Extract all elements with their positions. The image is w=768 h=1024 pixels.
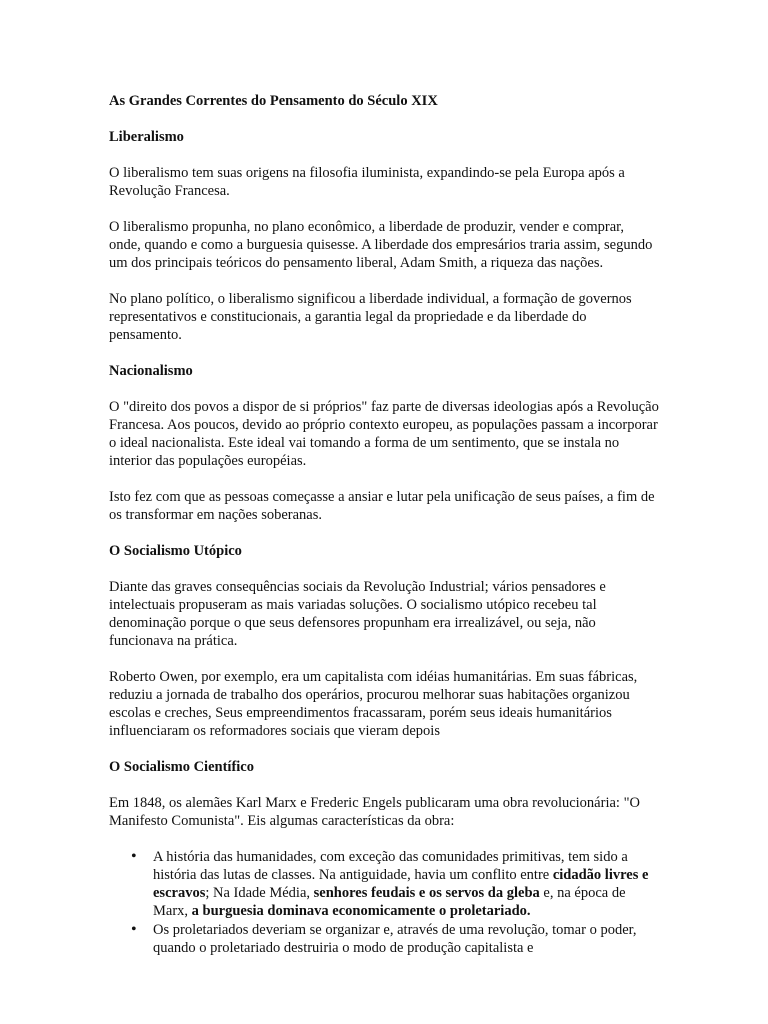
paragraph: Diante das graves consequências sociais da Revolução Industrial; vários pensadores e intelectuais propuseram as mais variadas soluções. O socialismo utópico recebeu tal denominação porque o que seus defensores propunham era irrealizável, ou seja, não funcionava na prática. (109, 579, 606, 649)
list-item (153, 848, 659, 920)
paragraph: Em 1848, os alemães Karl Marx e Frederic Engels publicaram uma obra revolucionária: "O Manifesto Comunista". Eis algumas características da obra: (109, 795, 640, 829)
document-body (109, 92, 659, 958)
paragraph: Roberto Owen, por exemplo, era um capitalista com idéias humanitárias. Em suas fábricas, reduziu a jornada de trabalho dos operários, procurou melhorar suas habitações organizou escolas e creches, Seus empreendimentos fracassaram, porém seus ideais humanitários influenciaram os reformadores sociais que vieram depois (109, 669, 638, 739)
bullet-list (109, 848, 659, 957)
bold-phrase: a burguesia dominava economicamente o proletariado. (191, 903, 531, 919)
list-item-text: e, na época de Marx, (153, 885, 626, 919)
paragraph: Isto fez com que as pessoas começasse a ansiar e lutar pela unificação de seus países, a fim de os transformar em nações soberanas. (109, 489, 655, 523)
bold-phrase: cidadão livres e escravos (153, 867, 649, 901)
heading-socialismo-utopico: O Socialismo Utópico (109, 543, 242, 559)
bold-phrase: senhores feudais e os servos da gleba (313, 885, 540, 901)
paragraph: O liberalismo tem suas origens na filosofia iluminista, expandindo-se pela Europa após a Revolução Francesa. (109, 165, 625, 199)
paragraph: O "direito dos povos a dispor de si próprios" faz parte de diversas ideologias após a Revolução Francesa. Aos poucos, devido ao próprio contexto europeu, as populações passam a incorporar o ideal nacionalista. Este ideal vai tomando a forma de um sentimento, que se instala no interior das populações européias. (109, 399, 659, 469)
heading-nacionalismo: Nacionalismo (109, 363, 193, 379)
document-title: As Grandes Correntes do Pensamento do Século XIX (109, 93, 438, 109)
list-item (153, 921, 659, 957)
heading-socialismo-cientifico: O Socialismo Científico (109, 759, 254, 775)
list-item-text: Os proletariados deveriam se organizar e, através de uma revolução, tomar o poder, quando o proletariado destruiria o modo de produção capitalista e (153, 922, 637, 956)
list-item-text: ; Na Idade Média, (205, 885, 314, 901)
paragraph: No plano político, o liberalismo significou a liberdade individual, a formação de governos representativos e constitucionais, a garantia legal da propriedade e da liberdade do pensamento. (109, 291, 632, 343)
heading-liberalismo: Liberalismo (109, 129, 184, 145)
list-item-text: A história das humanidades, com exceção das comunidades primitivas, tem sido a história das lutas de classes. Na antiguidade, havia um conflito entre (153, 849, 628, 883)
paragraph: O liberalismo propunha, no plano econômico, a liberdade de produzir, vender e comprar, onde, quando e como a burguesia quisesse. A liberdade dos empresários traria assim, segundo um dos principais teóricos do pensamento liberal, Adam Smith, a riqueza das nações. (109, 219, 653, 271)
